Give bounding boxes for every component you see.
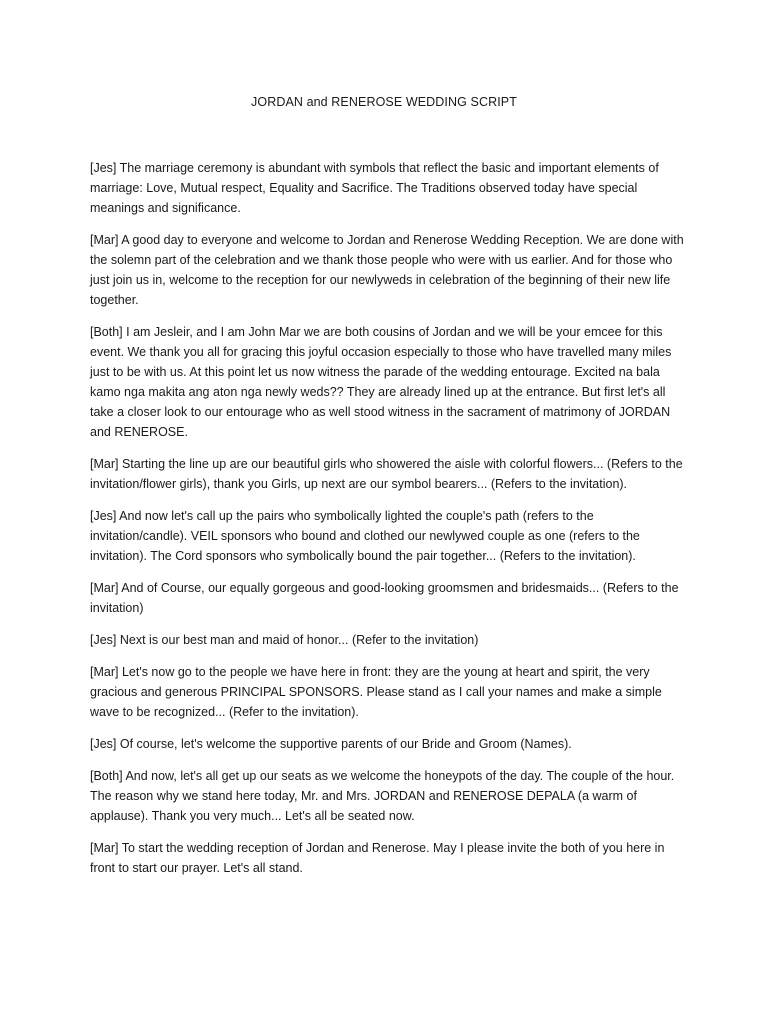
script-paragraph: [Mar] To start the wedding reception of Jordan and Renerose. May I please invite the both of you here in front to start our prayer. Let's all stand. (90, 841, 665, 875)
script-paragraph: [Both] And now, let's all get up our seats as we welcome the honeypots of the day. The couple of the hour. The reason why we stand here today, Mr. and Mrs. JORDAN and RENEROSE DEPALA (a warm of applause). Thank you very much... Let's all be seated now. (90, 769, 675, 823)
document-title: JORDAN and RENEROSE WEDDING SCRIPT (251, 95, 517, 109)
script-paragraph: [Mar] Let's now go to the people we have here in front: they are the young at heart and spirit, the very gracious and generous PRINCIPAL SPONSORS. Please stand as I call your names and make a simple wave to be recognized... (Refer to the invitation). (90, 665, 662, 719)
document-body (90, 158, 690, 890)
script-paragraph: [Jes] The marriage ceremony is abundant with symbols that reflect the basic and important elements of marriage: Love, Mutual respect, Equality and Sacrifice. The Traditions observed today have special meanings and significance. (90, 161, 659, 215)
script-paragraph: [Both] I am Jesleir, and I am John Mar we are both cousins of Jordan and we will be your emcee for this event. We thank you all for gracing this joyful occasion especially to those who have travelled many miles just to be with us. At this point let us now witness the parade of the wedding entourage. Excited na bala kamo nga makita ang aton nga newly weds?? They are already lined up at the entrance. But first let's all take a closer look to our entourage who as well stood witness in the sacrament of matrimony of JORDAN and RENEROSE. (90, 325, 672, 439)
script-paragraph: [Mar] Starting the line up are our beautiful girls who showered the aisle with colorful flowers... (Refers to the invitation/flower girls), thank you Girls, up next are our symbol bearers... (Refers to the invitation). (90, 457, 683, 491)
script-paragraph: [Mar] And of Course, our equally gorgeous and good-looking groomsmen and bridesmaids... (Refers to the invitation) (90, 581, 679, 615)
script-paragraph: [Jes] Next is our best man and maid of honor... (Refer to the invitation) (90, 633, 479, 647)
script-paragraph: [Jes] Of course, let's welcome the supportive parents of our Bride and Groom (Names). (90, 737, 572, 751)
script-paragraph: [Jes] And now let's call up the pairs who symbolically lighted the couple's path (refers to the invitation/candle). VEIL sponsors who bound and clothed our newlywed couple as one (refers to the invitation). The Cord sponsors who symbolically bound the pair together... (Refers to the invitation). (90, 509, 640, 563)
script-paragraph: [Mar] A good day to everyone and welcome to Jordan and Renerose Wedding Reception. We are done with the solemn part of the celebration and we thank those people who were with us earlier. And for those who just join us in, welcome to the reception for our newlyweds in celebration of the beginning of their new life together. (90, 233, 684, 307)
